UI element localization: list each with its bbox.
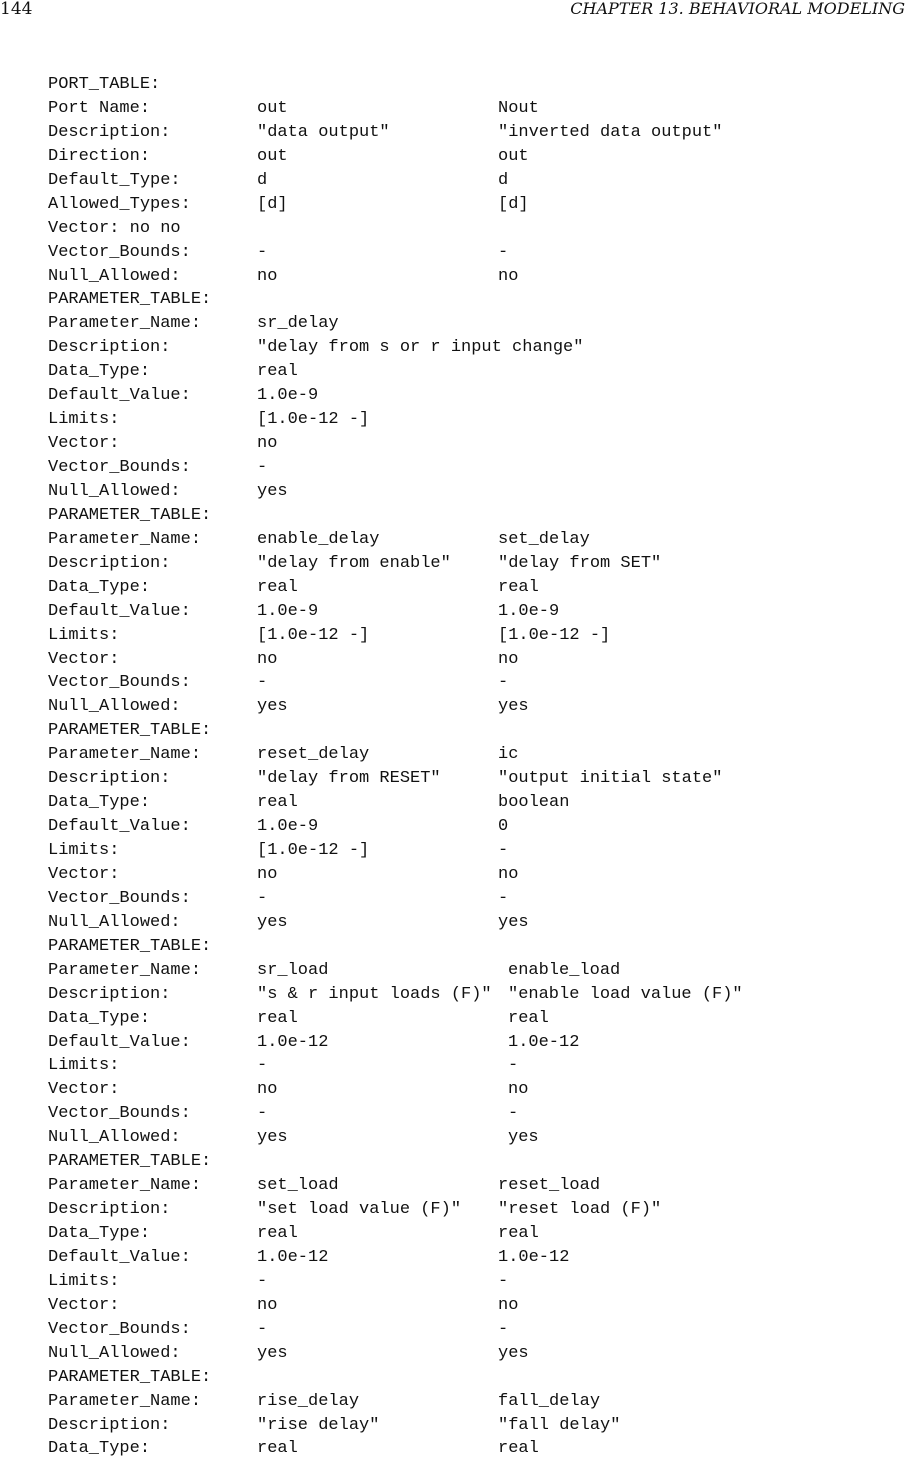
field-label: Null_Allowed: bbox=[48, 1128, 181, 1148]
field-value-1: yes bbox=[257, 912, 288, 932]
field-label: Parameter_Name: bbox=[48, 1176, 202, 1196]
listing-line bbox=[48, 815, 898, 839]
field-value-2: no bbox=[498, 1295, 519, 1315]
listing-line bbox=[48, 217, 898, 241]
field-label: Vector_Bounds: bbox=[48, 242, 191, 262]
field-label: Default_Value: bbox=[48, 817, 191, 837]
listing-line bbox=[48, 241, 898, 265]
field-value-1: real bbox=[257, 793, 298, 813]
listing-line bbox=[48, 1031, 898, 1055]
field-label: Vector: bbox=[48, 1080, 120, 1100]
field-label: Parameter_Name: bbox=[48, 529, 202, 549]
field-value-1: no bbox=[257, 1080, 278, 1100]
field-value-1: "rise delay" bbox=[257, 1415, 380, 1435]
listing-line bbox=[48, 671, 898, 695]
field-value-2: enable_load bbox=[508, 960, 621, 980]
field-value-1: 1.0e-12 bbox=[257, 1032, 329, 1052]
field-value-2: "enable load value (F)" bbox=[508, 984, 743, 1004]
listing-line bbox=[48, 600, 898, 624]
listing-line bbox=[48, 552, 898, 576]
listing-line bbox=[48, 1318, 898, 1342]
field-value-1: 1.0e-9 bbox=[257, 817, 319, 837]
field-label: PARAMETER_TABLE: bbox=[48, 505, 212, 525]
field-value-1: sr_load bbox=[257, 960, 329, 980]
field-value-2: yes bbox=[498, 697, 529, 717]
field-label: Null_Allowed: bbox=[48, 1343, 181, 1363]
field-value-1: yes bbox=[257, 1128, 288, 1148]
field-value-1: "delay from RESET" bbox=[257, 769, 441, 789]
field-value-1: 1.0e-9 bbox=[257, 601, 319, 621]
field-label: Limits: bbox=[48, 410, 120, 430]
listing-line bbox=[48, 145, 898, 169]
field-value-2: yes bbox=[498, 912, 529, 932]
field-value-2: "output initial state" bbox=[498, 769, 723, 789]
page-number: 144 bbox=[0, 0, 33, 19]
field-value-2: Nout bbox=[498, 98, 539, 118]
field-value-1: d bbox=[257, 170, 268, 190]
field-label: Vector_Bounds: bbox=[48, 1319, 191, 1339]
listing-line bbox=[48, 863, 898, 887]
field-label: Data_Type: bbox=[48, 793, 151, 813]
field-value-1: - bbox=[257, 242, 268, 262]
field-value-1: no bbox=[257, 434, 278, 454]
field-label: PARAMETER_TABLE: bbox=[48, 290, 212, 310]
field-value-1: no bbox=[257, 649, 278, 669]
field-value-1: sr_delay bbox=[257, 314, 339, 334]
listing-line bbox=[48, 1126, 898, 1150]
field-label: PARAMETER_TABLE: bbox=[48, 1367, 212, 1387]
listing-line bbox=[48, 791, 898, 815]
listing-line bbox=[48, 312, 898, 336]
field-label: Data_Type: bbox=[48, 577, 151, 597]
listing-line bbox=[48, 576, 898, 600]
field-label: Limits: bbox=[48, 1056, 120, 1076]
listing-line bbox=[48, 1102, 898, 1126]
listing-line bbox=[48, 911, 898, 935]
field-label: Description: bbox=[48, 122, 171, 142]
field-value-2: no bbox=[498, 649, 519, 669]
field-label: Allowed_Types: bbox=[48, 194, 191, 214]
listing-line bbox=[48, 695, 898, 719]
listing-line bbox=[48, 839, 898, 863]
listing-line bbox=[48, 528, 898, 552]
field-value-2: 1.0e-12 bbox=[498, 1247, 570, 1267]
field-label: Description: bbox=[48, 338, 171, 358]
field-label: Default_Value: bbox=[48, 1032, 191, 1052]
listing-line bbox=[48, 959, 898, 983]
field-value-1: [1.0e-12 -] bbox=[257, 625, 370, 645]
field-value-1: "delay from enable" bbox=[257, 553, 451, 573]
field-value-1: real bbox=[257, 1439, 298, 1459]
field-value-2: "fall delay" bbox=[498, 1415, 621, 1435]
field-label: Vector_Bounds: bbox=[48, 888, 191, 908]
listing-line bbox=[48, 1366, 898, 1390]
field-label: Description: bbox=[48, 553, 171, 573]
field-label: Vector_Bounds: bbox=[48, 673, 191, 693]
field-value-2: ic bbox=[498, 745, 519, 765]
field-value-1: real bbox=[257, 1224, 298, 1243]
field-value-1: [d] bbox=[257, 194, 288, 214]
field-label: Null_Allowed: bbox=[48, 266, 181, 286]
field-value-1: [1.0e-12 -] bbox=[257, 841, 370, 860]
listing-line bbox=[48, 97, 898, 121]
listing-line bbox=[48, 983, 898, 1007]
field-value-2: real bbox=[498, 577, 539, 597]
listing-line bbox=[48, 1222, 898, 1246]
field-value-2: set_delay bbox=[498, 529, 590, 549]
field-value-2: yes bbox=[508, 1128, 539, 1148]
field-value-2: no bbox=[508, 1080, 529, 1100]
field-label: Data_Type: bbox=[48, 1008, 151, 1028]
field-value-1: no bbox=[257, 266, 278, 286]
field-label: PARAMETER_TABLE: bbox=[48, 936, 212, 956]
field-label: Parameter_Name: bbox=[48, 745, 202, 765]
listing-line bbox=[48, 1414, 898, 1438]
listing-line bbox=[48, 767, 898, 791]
field-value-2: 0 bbox=[498, 817, 509, 837]
listing-line bbox=[48, 935, 898, 959]
field-value-2: real bbox=[508, 1008, 549, 1028]
running-head: CHAPTER 13. BEHAVIORAL MODELING bbox=[570, 0, 905, 18]
field-value-2: no bbox=[498, 266, 519, 286]
field-value-2: d bbox=[498, 170, 509, 190]
listing-line bbox=[48, 360, 898, 384]
field-value-1: rise_delay bbox=[257, 1391, 360, 1411]
listing-line bbox=[48, 432, 898, 456]
field-value-1: - bbox=[257, 1271, 268, 1291]
field-label: Default_Value: bbox=[48, 601, 191, 621]
field-value-1: no bbox=[257, 1295, 278, 1315]
field-label: Description: bbox=[48, 1415, 171, 1435]
field-value-2: - bbox=[508, 1104, 519, 1124]
listing-line bbox=[48, 1437, 898, 1461]
listing-line bbox=[48, 288, 898, 312]
field-label: PARAMETER_TABLE: bbox=[48, 721, 212, 741]
field-value-2: - bbox=[498, 888, 509, 908]
listing-line bbox=[48, 456, 898, 480]
field-value-2: - bbox=[498, 242, 509, 262]
field-value-1: yes bbox=[257, 481, 288, 501]
listing-line bbox=[48, 169, 898, 193]
listing-line bbox=[48, 1294, 898, 1318]
field-label: PORT_TABLE: bbox=[48, 75, 161, 94]
field-label: Parameter_Name: bbox=[48, 1391, 202, 1411]
field-label: Vector_Bounds: bbox=[48, 458, 191, 477]
field-value-2: no bbox=[498, 864, 519, 884]
listing-line bbox=[48, 336, 898, 360]
listing-line bbox=[48, 265, 898, 289]
field-value-1: out bbox=[257, 146, 288, 166]
field-label: Limits: bbox=[48, 1271, 120, 1291]
field-value-2: - bbox=[498, 1271, 509, 1291]
field-value-2: - bbox=[498, 673, 509, 693]
field-value-1: no bbox=[257, 864, 278, 884]
field-label: Default_Type: bbox=[48, 170, 181, 190]
field-value-1: set_load bbox=[257, 1176, 339, 1196]
field-value-2: "inverted data output" bbox=[498, 122, 723, 142]
field-value-1: "set load value (F)" bbox=[257, 1200, 462, 1220]
listing-line bbox=[48, 504, 898, 528]
field-label: Description: bbox=[48, 1200, 171, 1220]
field-value-2: reset_load bbox=[498, 1176, 601, 1196]
field-value-2: - bbox=[498, 841, 509, 860]
listing-line bbox=[48, 1198, 898, 1222]
field-value-1: real bbox=[257, 1008, 298, 1028]
field-value-1: 1.0e-12 bbox=[257, 1247, 329, 1267]
code-listing bbox=[48, 73, 898, 1461]
field-value-2: real bbox=[498, 1224, 539, 1243]
field-value-2: 1.0e-9 bbox=[498, 601, 560, 621]
field-value-1: enable_delay bbox=[257, 529, 380, 549]
field-label: Null_Allowed: bbox=[48, 481, 181, 501]
field-value-1: yes bbox=[257, 1343, 288, 1363]
field-label: Vector: bbox=[48, 434, 120, 454]
listing-line bbox=[48, 121, 898, 145]
field-value-1: - bbox=[257, 1104, 268, 1124]
field-value-2: "reset load (F)" bbox=[498, 1200, 662, 1220]
listing-line bbox=[48, 1270, 898, 1294]
field-value-1: "s & r input loads (F)" bbox=[257, 984, 492, 1004]
field-value-1: out bbox=[257, 98, 288, 118]
field-label: Vector_Bounds: bbox=[48, 1104, 191, 1124]
field-label: Data_Type: bbox=[48, 1224, 151, 1243]
field-value-1: [1.0e-12 -] bbox=[257, 410, 370, 430]
listing-line bbox=[48, 624, 898, 648]
field-value-1: "data output" bbox=[257, 122, 390, 142]
field-value-2: "delay from SET" bbox=[498, 553, 662, 573]
field-value-1: - bbox=[257, 1056, 268, 1076]
listing-line bbox=[48, 480, 898, 504]
field-value-2: boolean bbox=[498, 793, 570, 813]
field-label: Default_Value: bbox=[48, 386, 191, 406]
field-value-2: real bbox=[498, 1439, 539, 1459]
listing-line bbox=[48, 73, 898, 97]
field-value-1: real bbox=[257, 362, 298, 382]
field-label: Null_Allowed: bbox=[48, 912, 181, 932]
field-value-1: 1.0e-9 bbox=[257, 386, 319, 406]
field-label: Vector: bbox=[48, 864, 120, 884]
listing-line bbox=[48, 887, 898, 911]
field-value-1: - bbox=[257, 458, 268, 477]
listing-line bbox=[48, 1342, 898, 1366]
field-value-2: [d] bbox=[498, 194, 529, 214]
listing-line bbox=[48, 1246, 898, 1270]
field-label: Default_Value: bbox=[48, 1247, 191, 1267]
field-label: Null_Allowed: bbox=[48, 697, 181, 717]
field-label: Direction: bbox=[48, 146, 151, 166]
field-label: Data_Type: bbox=[48, 1439, 151, 1459]
listing-line bbox=[48, 1174, 898, 1198]
listing-line bbox=[48, 408, 898, 432]
field-value-2: - bbox=[498, 1319, 509, 1339]
field-label: Parameter_Name: bbox=[48, 314, 202, 334]
listing-line bbox=[48, 193, 898, 217]
field-value-2: [1.0e-12 -] bbox=[498, 625, 611, 645]
field-value-2: 1.0e-12 bbox=[508, 1032, 580, 1052]
field-value-1: - bbox=[257, 888, 268, 908]
field-value-2: fall_delay bbox=[498, 1391, 601, 1411]
field-label: Parameter_Name: bbox=[48, 960, 202, 980]
field-label: Description: bbox=[48, 984, 171, 1004]
field-value-1: - bbox=[257, 673, 268, 693]
field-label: Description: bbox=[48, 769, 171, 789]
field-value-2: yes bbox=[498, 1343, 529, 1363]
listing-line bbox=[48, 1054, 898, 1078]
listing-line bbox=[48, 1150, 898, 1174]
listing-line bbox=[48, 1390, 898, 1414]
page-header bbox=[0, 0, 905, 24]
field-label: Limits: bbox=[48, 841, 120, 860]
field-label: PARAMETER_TABLE: bbox=[48, 1152, 212, 1172]
field-value-1: real bbox=[257, 577, 298, 597]
listing-line bbox=[48, 1007, 898, 1031]
field-label: Vector: no no bbox=[48, 218, 181, 238]
listing-line bbox=[48, 743, 898, 767]
field-label: Vector: bbox=[48, 649, 120, 669]
field-label: Limits: bbox=[48, 625, 120, 645]
listing-line bbox=[48, 1078, 898, 1102]
field-label: Vector: bbox=[48, 1295, 120, 1315]
listing-line bbox=[48, 648, 898, 672]
listing-line bbox=[48, 384, 898, 408]
field-value-2: - bbox=[508, 1056, 519, 1076]
field-label: Data_Type: bbox=[48, 362, 151, 382]
field-value-1: - bbox=[257, 1319, 268, 1339]
listing-line bbox=[48, 719, 898, 743]
field-value-1: "delay from s or r input change" bbox=[257, 338, 584, 358]
field-value-2: out bbox=[498, 146, 529, 166]
field-value-1: reset_delay bbox=[257, 745, 370, 765]
field-value-1: yes bbox=[257, 697, 288, 717]
field-label: Port Name: bbox=[48, 98, 151, 118]
